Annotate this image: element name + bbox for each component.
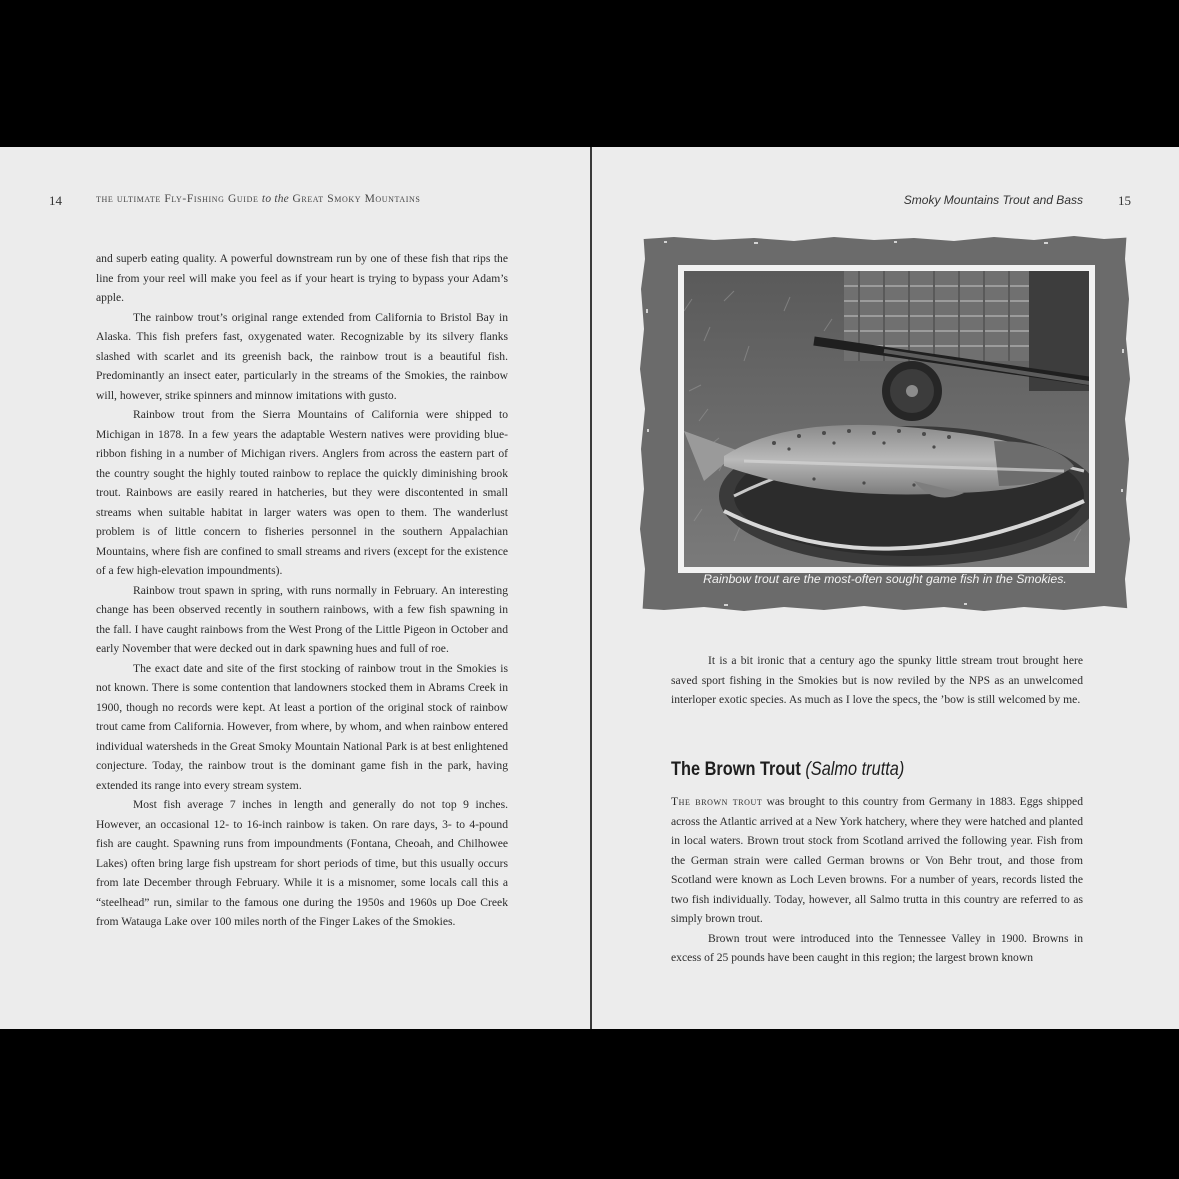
paragraph: Rainbow trout from the Sierra Mountains of California were shipped to Michigan in 1878. In a few years the adaptable Western natives were providing blue-ribbon fishing in a number of Michigan rivers. Anglers from across the eastern part of the country sought the highly touted rainbow to replace the quickly diminishing brook trout. Rainbows are easily reared in hatcheries, but they were discontented in small streams when suitable habitat in larger waters was open to them. The wanderlust problem is of little concern to fisheries personnel in the southern Appalachian Mountains, where fish are confined to small streams and rivers (except for the existence of a few high-elevation impoundments). — [96, 408, 508, 577]
paragraph: The rainbow trout’s original range extended from California to Bristol Bay in Alaska. This fish prefers fast, oxygenated water. Recognizable by its silvery flanks slashed with scarlet and its greenish back, the rainbow trout is a beautiful fish. Predominantly an insect eater, particularly in the streams of the Smokies, the rainbow will, however, strike spinners and minnow imitations with gusto. — [96, 310, 508, 402]
body-text-upper — [671, 651, 1083, 710]
paragraph: Most fish average 7 inches in length and generally do not top 9 inches. However, an occasional 12- to 16-inch rainbow is taken. On rare days, 3- to 4-pound fish are caught. Spawning runs from impoundments (Fontana, Cheoah, and Chilhowee Lakes) often bring large fish upstream for short periods of time, but this usually occurs from late December through February. While it is a misnomer, some locals call this a “steelhead” run, similar to the famous one during the 1950s and 1960s up Doe Creek from Watauga Lake over 100 miles north of the Finger Lakes of the Smokies. — [96, 798, 508, 928]
paragraph: Rainbow trout spawn in spring, with runs normally in February. An interesting change has been observed recently in southern rainbows, with a few fish spawning in the fall. I have caught rainbows from the West Prong of the Little Pigeon in October and early November that were decked out in dark spawning hues and full of roe. — [96, 583, 508, 655]
lead-in: The brown trout — [671, 795, 763, 808]
figure-frame — [640, 235, 1130, 613]
running-head-title-part2: to the — [261, 193, 289, 205]
figure-caption: Rainbow trout are the most-often sought game fish in the Smokies. — [703, 572, 1067, 586]
body-text-lower — [671, 792, 1083, 968]
section-latin-name: (Salmo trutta) — [805, 759, 905, 780]
paragraph: and superb eating quality. A powerful downstream run by one of these fish that rips the line from your reel will make you feel as if your heart is trying to bypass your Adam’s apple. — [96, 252, 508, 304]
page-number: 14 — [49, 193, 62, 208]
paragraph: It is a bit ironic that a century ago the spunky little stream trout brought here saved sport fishing in the Smokies but is now reviled by the NPS as an unwelcomed interloper exotic species. As much as I love the specs, the ’bow is still welcomed by me. — [671, 654, 1083, 706]
right-page — [592, 147, 1179, 1029]
paragraph-text: was brought to this country from Germany in 1883. Eggs shipped across the Atlantic arrived at a New York hatchery, where they were hatched and planted in local waters. Brown trout stock from Scotland arrived the following year. Fish from the German strain were called German browns or Von Behr trout, and those from Scotland were known as Loch Leven browns. For a number of years, records listed the two fish individually. Today, however, all Salmo trutta in this country are referred to as simply brown trout. — [671, 795, 1083, 925]
running-head — [96, 193, 420, 205]
section-heading — [671, 759, 1025, 781]
body-text — [96, 249, 508, 932]
paragraph — [671, 792, 1083, 929]
section-title: The Brown Trout — [671, 759, 801, 780]
paragraph: The exact date and site of the first stocking of rainbow trout in the Smokies is not known. There is some contention that landowners stocked them in Abrams Creek in 1900, though no records were kept. At least a portion of the original stock of rainbow trout came from California. However, from where, by whom, and when rainbow entered individual watersheds in the Great Smoky Mountain National Park is at best enlightened conjecture. Today, the rainbow trout is the dominant game fish in the park, having extended its range into every stream system. — [96, 661, 508, 792]
running-head-title-part3: Great Smoky Mountains — [292, 193, 421, 205]
rainbow-trout-photo — [678, 265, 1095, 573]
running-head-title-part1: the ultimate Fly-Fishing Guide — [96, 193, 259, 205]
paragraph: Brown trout were introduced into the Tennessee Valley in 1900. Browns in excess of 25 pounds have been caught in this region; the largest brown known — [671, 931, 1083, 964]
left-page — [0, 147, 590, 1029]
book-spread — [0, 147, 1179, 1029]
page-number: 15 — [1118, 193, 1131, 208]
running-head: Smoky Mountains Trout and Bass — [903, 193, 1083, 207]
